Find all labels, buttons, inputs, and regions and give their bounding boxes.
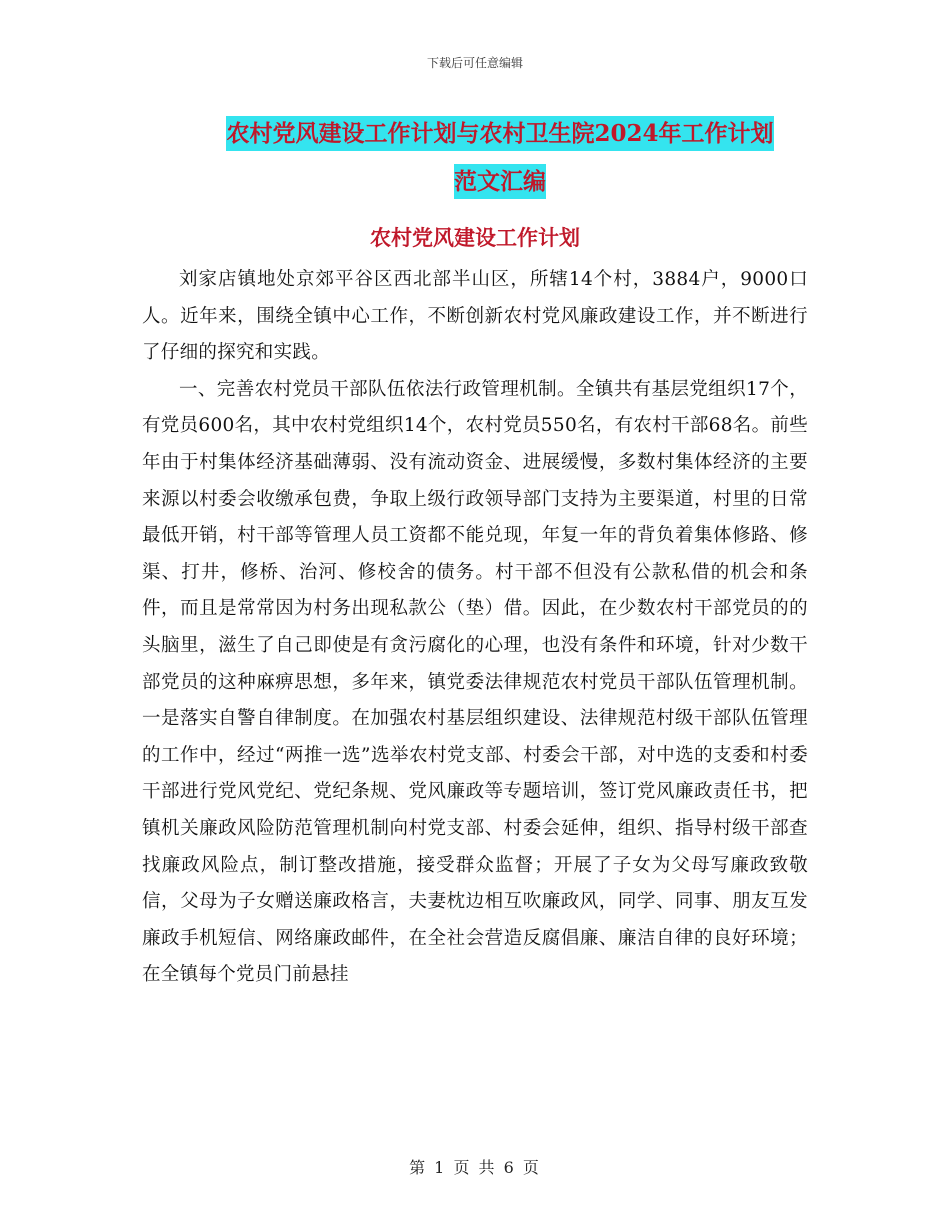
page-footer: 第 1 页 共 6 页 xyxy=(409,1158,541,1177)
paragraph: 刘家店镇地处京郊平谷区西北部半山区，所辖14个村，3884户，9000口人。近年来，围绕全镇中心工作，不断创新农村党风廉政建设工作，并不断进行了仔细的探究和实践。 xyxy=(142,269,808,364)
body-text xyxy=(142,262,808,994)
section-title: 农村党风建设工作计划 xyxy=(370,225,580,250)
header-note: 下载后可任意编辑 xyxy=(426,56,523,70)
paragraph: 一、完善农村党员干部队伍依法行政管理机制。全镇共有基层党组织17个，有党员600名，其中农村党组织14个，农村党员550名，有农村干部68名。前些年由于村集体经济基础薄弱、没有流动资金、进展缓慢，多数村集体经济的主要来源以村委会收缴承包费，争取上级行政领导部门支持为主要渠道，村里的日常最低开销，村干部等管理人员工资都不能兑现，年复一年的背负着集体修路、修渠、打井，修桥、治河、修校舍的债务。村干部不但没有公款私借的机会和条件，而且是常常因为村务出现私款公（垫）借。因此，在少数农村干部党员的的头脑里，滋生了自己即使是有贪污腐化的心理，也没有条件和环境，针对少数干部党员的这种麻痹思想，多年来，镇党委法律规范农村党员干部队伍管理机制。一是落实自警自律制度。在加强农村基层组织建设、法律规范村级干部队伍管理的工作中，经过“两推一选”选举农村党支部、村委会干部，对中选的支委和村委干部进行党风党纪、党纪条规、党风廉政等专题培训，签订党风廉政责任书，把镇机关廉政风险防范管理机制向村党支部、村委会延伸，组织、指导村级干部查找廉政风险点，制订整改措施，接受群众监督；开展了子女为父母写廉政致敬信，父母为子女赠送廉政格言，夫妻枕边相互吹廉政风，同学、同事、朋友互发廉政手机短信、网络廉政邮件，在全社会营造反腐倡廉、廉洁自律的良好环境；在全镇每个党员门前悬挂 xyxy=(142,378,808,986)
document-title-line-1: 农村党风建设工作计划与农村卫生院2024年工作计划 xyxy=(226,116,773,151)
document-title xyxy=(190,110,810,206)
document-title-line-2: 范文汇编 xyxy=(454,164,546,199)
